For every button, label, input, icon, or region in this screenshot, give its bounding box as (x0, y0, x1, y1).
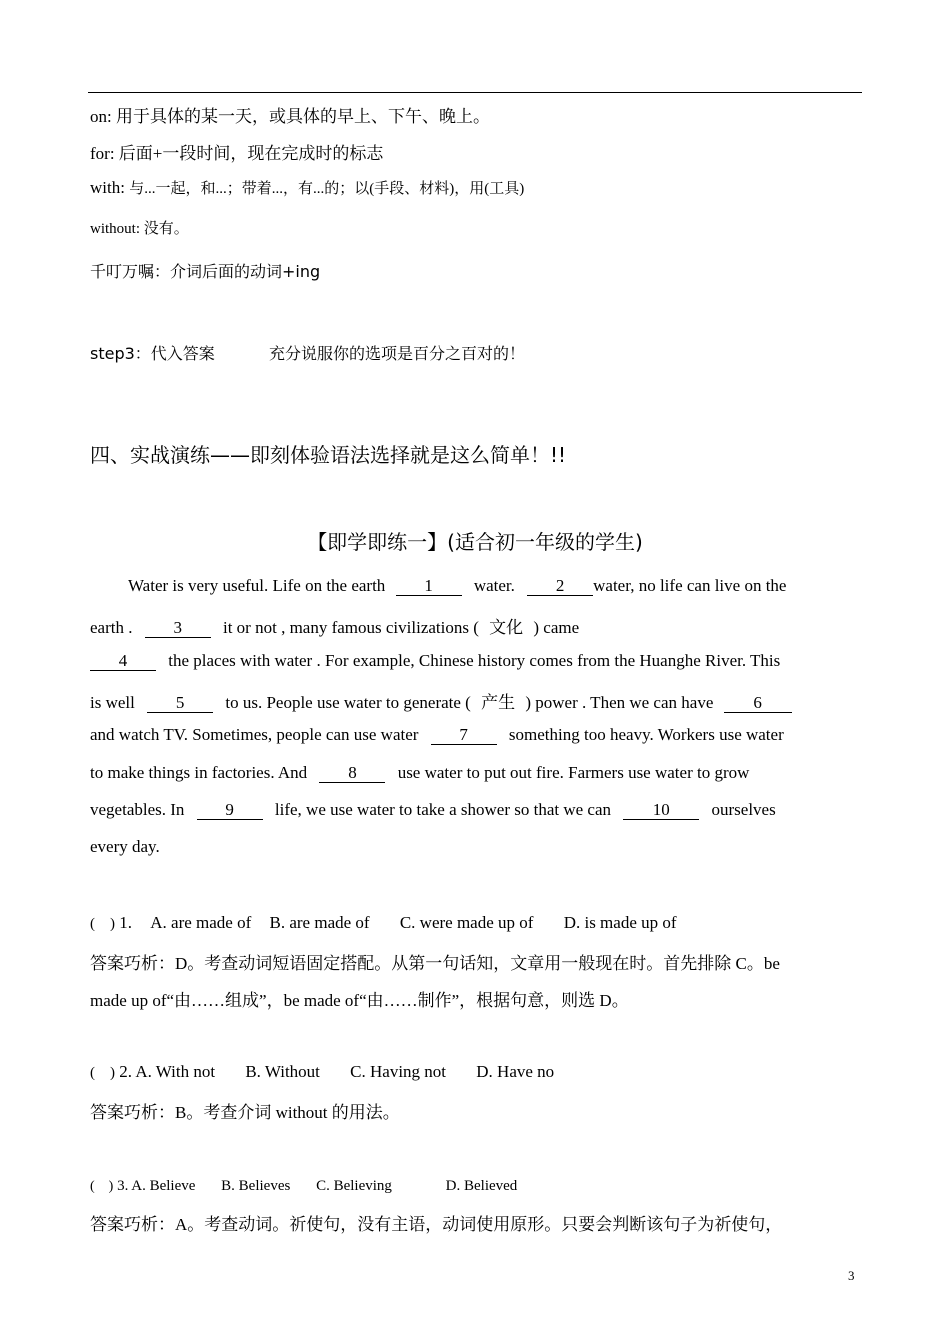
question-3 (90, 1175, 517, 1195)
passage-text: water. (473, 576, 515, 595)
blank-2[interactable]: 2 (527, 577, 593, 596)
passage-line-6 (90, 763, 749, 783)
passage-text: Water is very useful. Life on the earth (128, 576, 386, 595)
note-on (90, 102, 490, 127)
exercise-title: 【即学即练一】(适合初一年级的学生) (307, 530, 643, 554)
option-b[interactable]: B. Without (245, 1062, 320, 1081)
passage-text: it or not , many famous civilizations ( (222, 618, 479, 637)
note-without (90, 217, 189, 238)
blank-5[interactable]: 5 (147, 694, 213, 713)
note-with (90, 177, 524, 198)
note-for-term: for: (90, 144, 115, 163)
header-rule (88, 92, 862, 93)
blank-1[interactable]: 1 (396, 577, 462, 596)
gloss-chansheng: 产生 (481, 693, 516, 712)
passage-line-3 (90, 651, 780, 671)
option-d[interactable]: D. is made up of (563, 913, 677, 932)
passage-text: the places with water . For example, Chinese history comes from the Huanghe River. This (168, 651, 781, 670)
blank-8[interactable]: 8 (319, 764, 385, 783)
passage-text: vegetables. In (90, 800, 185, 819)
option-b[interactable]: B. Believes (221, 1178, 291, 1194)
question-2 (90, 1061, 554, 1082)
answer-paren-1[interactable]: ( ) (90, 916, 115, 932)
passage-line-8: every day. (90, 837, 160, 856)
passage-text: something too heavy. Workers use water (508, 725, 784, 744)
passage-text: water, no life can live on the (593, 576, 787, 595)
passage-text: to make things in factories. And (90, 763, 308, 782)
passage-text: is well (90, 693, 135, 712)
option-c[interactable]: C. Believing (316, 1178, 392, 1194)
passage-line-5 (90, 725, 784, 745)
reminder: 千叮万嘱：介词后面的动词+ing (90, 262, 321, 281)
answer-1-line-1: 答案巧析：D。考查动词短语固定搭配。从第一句话知，文章用一般现在时。首先排除 C。be (90, 954, 780, 973)
option-a[interactable]: A. Believe (131, 1178, 196, 1194)
passage-line-2 (90, 613, 579, 638)
answer-3-line-1: 答案巧析：A。考查动词。祈使句，没有主语，动词使用原形。只要会判断该句子为祈使句， (90, 1215, 783, 1234)
passage-text: and watch TV. Sometimes, people can use water (90, 725, 419, 744)
blank-4[interactable]: 4 (90, 652, 156, 671)
answer-1-line-2: made up of“由……组成”，be made of“由……制作”，根据句意，则选 D。 (90, 991, 629, 1010)
note-without-term: without: (90, 221, 141, 237)
note-without-text: 没有。 (143, 221, 189, 237)
note-on-term: on: (90, 107, 112, 126)
blank-6[interactable]: 6 (724, 694, 792, 713)
blank-10[interactable]: 10 (623, 801, 699, 820)
step3-label: step3：代入答案 (90, 344, 215, 363)
note-for (90, 139, 383, 164)
gloss-wenhua: 文化 (489, 618, 524, 637)
answer-paren-3[interactable]: ( ) (90, 1179, 114, 1194)
note-for-text: 后面+一段时间，现在完成时的标志 (118, 144, 384, 163)
option-a[interactable]: A. With not (135, 1062, 216, 1081)
answer-2-line-1: 答案巧析：B。考查介词 without 的用法。 (90, 1103, 400, 1122)
note-with-term: with: (90, 178, 125, 197)
option-d[interactable]: D. Have no (476, 1062, 555, 1081)
passage-line-1 (128, 576, 786, 596)
question-number: 3. (117, 1178, 129, 1194)
passage-text: ourselves (711, 800, 776, 819)
option-c[interactable]: C. Having not (350, 1062, 447, 1081)
note-with-text: 与...一起，和...；带着...，有...的；以(手段、材料)，用(工具) (129, 181, 525, 197)
question-number: 2. (119, 1062, 132, 1081)
blank-7[interactable]: 7 (431, 726, 497, 745)
blank-3[interactable]: 3 (145, 619, 211, 638)
passage-text: ) came (533, 618, 580, 637)
option-d[interactable]: D. Believed (445, 1178, 518, 1194)
passage-text: earth . (90, 618, 133, 637)
passage-text: use water to put out fire. Farmers use water to grow (397, 763, 750, 782)
option-b[interactable]: B. are made of (269, 913, 370, 932)
question-number: 1. (119, 913, 132, 932)
passage-text: to us. People use water to generate ( (225, 693, 471, 712)
passage-text: ) power . Then we can have (525, 693, 714, 712)
option-c[interactable]: C. were made up of (399, 913, 534, 932)
section4-title: 四、实战演练——即刻体验语法选择就是这么简单！!! (90, 443, 567, 467)
option-a[interactable]: A. are made of (150, 913, 252, 932)
question-1 (90, 912, 677, 933)
answer-paren-2[interactable]: ( ) (90, 1065, 115, 1081)
step3-text: 充分说服你的选项是百分之百对的！ (268, 344, 525, 363)
passage-text: life, we use water to take a shower so that we can (274, 800, 611, 819)
note-on-text: 用于具体的某一天，或具体的早上、下午、晚上。 (115, 107, 490, 126)
blank-9[interactable]: 9 (197, 801, 263, 820)
page-number: 3 (848, 1268, 855, 1283)
passage-line-7 (90, 800, 776, 820)
passage-line-4 (90, 688, 792, 713)
step3 (90, 341, 525, 364)
